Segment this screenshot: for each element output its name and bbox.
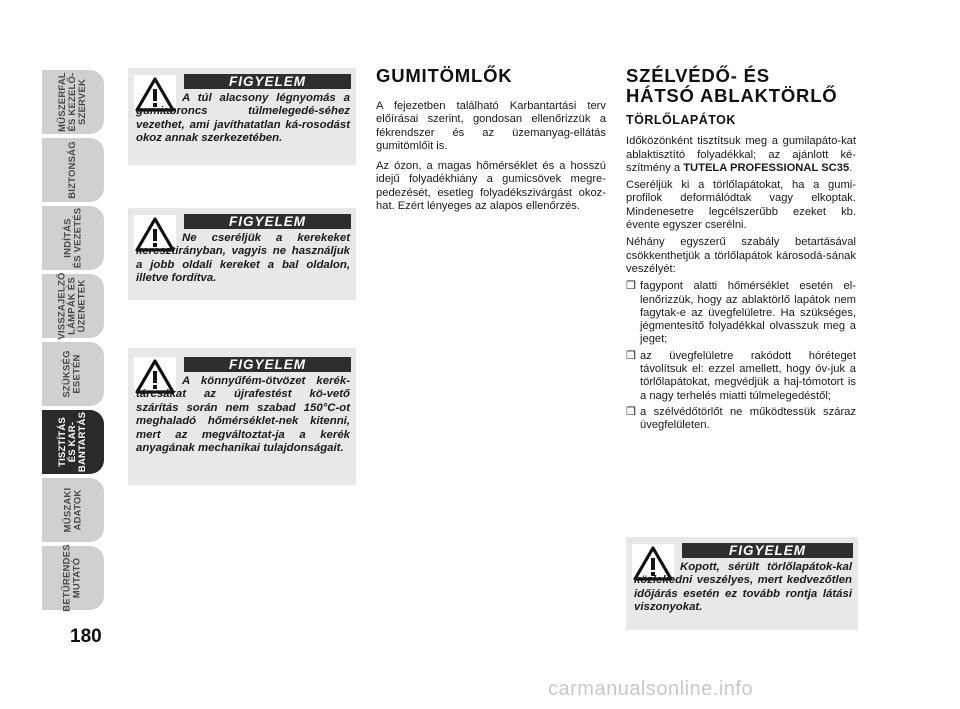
tab-warning-lights[interactable]: VISSZAJELZŐ LÁMPÁK ÉS ÜZENETEK (42, 274, 104, 338)
hoses-section (376, 66, 606, 220)
section-title-wipers-line1: SZÉLVÉDŐ- ÉS (626, 65, 770, 86)
wipers-paragraph-1 (626, 135, 856, 175)
checkbox-bullet-icon: ❒ (626, 280, 636, 293)
list-item-text: a szélvédőtörlőt ne működtessük száraz üvegfelületen. (640, 405, 856, 432)
tab-maintenance[interactable]: TISZTÍTÁS ÉS KAR- BANTARTÁS (42, 410, 104, 474)
checkbox-bullet-icon: ❒ (626, 349, 636, 362)
wipers-paragraph-1-end: . (849, 161, 853, 174)
warning-heading: FIGYELEM (184, 74, 351, 89)
list-item (626, 350, 856, 403)
list-item-text: az üvegfelületre rakódott hóréteget távolítsuk el: ezzel amellett, hogy óv-juk a törlőlapátokat, megvédjük a haj-tómotort is a nagy terhelés miatti túlmelegedéstől; (640, 349, 856, 402)
wipers-paragraph-2: Cseréljük ki a törlőlapátokat, ha a gumi-profilok deformálódtak vagy elkoptak. Mindenesetre legcélszerűbb ezeket kb. évente egyszer cserélni. (626, 179, 856, 232)
page-number: 180 (70, 626, 102, 647)
list-item (626, 406, 856, 433)
warning-box-alloy-wheels (128, 348, 356, 485)
warning-heading: FIGYELEM (682, 543, 853, 558)
warning-box-wheel-swap (128, 208, 356, 300)
warning-text: Ne cseréljük a kerekeket keresztirányban, vagyis ne használjuk a jobb oldali kereket a bal oldalon, illetve fordítva. (136, 232, 350, 285)
tab-starting-driving[interactable]: INDÍTÁS ÉS VEZETÉS (42, 206, 104, 270)
warning-text: Kopott, sérült törlőlapátok-kal közlekedni veszélyes, mert kedvezőtlen időjárás esetén ez tovább rontja látási viszonyokat. (634, 561, 852, 614)
tab-emergency[interactable]: SZÜKSÉG ESETÉN (42, 342, 104, 406)
warning-box-tire-pressure (128, 68, 356, 165)
tab-safety[interactable]: BIZTONSÁG (42, 138, 104, 202)
watermark: carmanualsonline.info (548, 678, 754, 700)
warning-box-worn-wipers (626, 537, 858, 630)
section-title-wipers-line2: HÁTSÓ ABLAKTÖRLŐ (626, 85, 838, 106)
warning-text: A túl alacsony légnyomás a gumiabroncs túlmelegedé-séhez vezethet, ami javíthatatlan ká-rosodást okoz annak szerkezetében. (136, 92, 350, 145)
checkbox-bullet-icon: ❒ (626, 405, 636, 418)
warning-text: A könnyűfém-ötvözet kerék-tárcsákat az újrafestést kö-vető szárítás során nem szabad 150°C-ot meghaladó hőmérséklet-nek kitenni, mert az megváltoztat-ja a kerék anyagának mechanikai tulajdonságait. (136, 375, 350, 455)
warning-heading: FIGYELEM (184, 357, 351, 372)
subsection-title-blades: TÖRLŐLAPÁTOK (626, 113, 736, 127)
wipers-paragraph-3: Néhány egyszerű szabály betartásával csökkenthetjük a törlőlapátok károsodá-sának veszélyét: (626, 236, 856, 275)
tab-instrument-panel[interactable]: MŰSZERFAL ÉS KEZELŐ- SZERVEK (42, 70, 104, 134)
list-item (626, 280, 856, 346)
list-item-text: fagypont alatti hőmérséklet esetén el-lenőrizzük, hogy az ablaktörlő lapátok nem fagytak-e az üvegfelületre. Ha szükséges, jégmentesítő folyadékkal olvasszuk meg a jeget; (640, 280, 856, 346)
wipers-section (626, 66, 856, 436)
warning-heading: FIGYELEM (184, 214, 351, 229)
tab-index[interactable]: BETŰRENDES MUTATÓ (42, 546, 104, 610)
hoses-paragraph-1: A fejezetben található Karbantartási terv előírásai szerint, gondosan ellenőrizzük a fékrendszer és az üzemanyag-ellátás gumitömlőit is. (376, 100, 606, 152)
section-title-hoses: GUMITÖMLŐK (376, 65, 513, 86)
wipers-paragraph-1-text: Időközönként tisztítsuk meg a gumilapáto-kat ablaktisztító folyadékkal; az ajánlott ké-szítmény a (626, 135, 856, 174)
tab-technical-data[interactable]: MŰSZAKI ADATOK (42, 478, 104, 542)
hoses-paragraph-2: Az ózon, a magas hőmérséklet és a hosszú idejű folyadékhiány a gumicsövek megre-pedezését, esetleg folyadékszivárgást okoz-hat. Ezért lényeges az alapos ellenőrzés. (376, 160, 606, 213)
recommended-product: TUTELA PROFESSIONAL SC35 (683, 161, 850, 174)
